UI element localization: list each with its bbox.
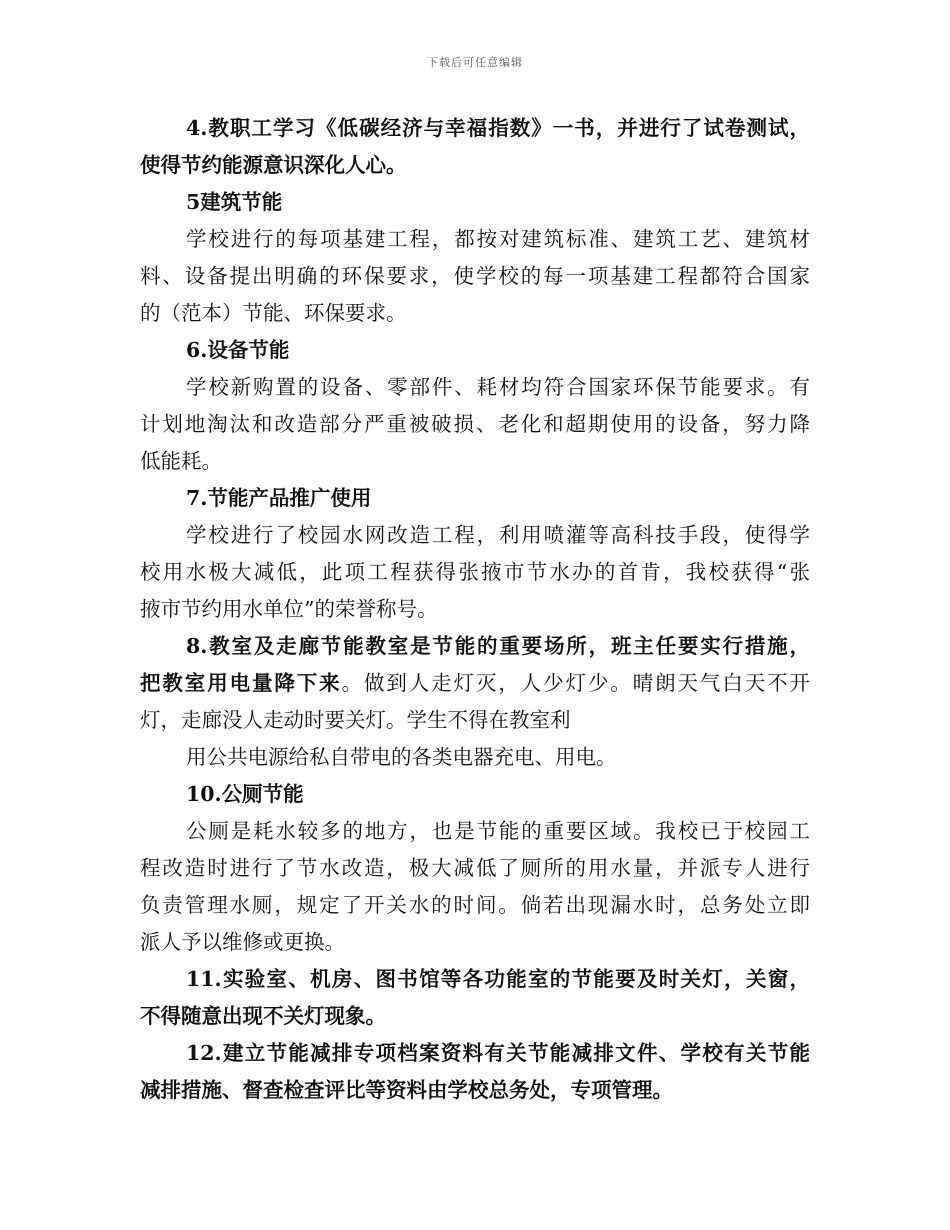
paragraph-line [140, 554, 810, 591]
heading-item-11-cont [140, 998, 810, 1035]
line-text: 。做到人走灯灭，人少灯少。晴朗天气白天不开 [341, 671, 811, 695]
heading-item-12 [140, 1035, 810, 1072]
heading-item-10 [140, 776, 810, 813]
paragraph-line [140, 406, 810, 443]
line-text: 学校进行的每项基建工程，都按对建筑标准、建筑工艺、建筑材 [186, 227, 810, 251]
paragraph-line [140, 369, 810, 406]
paragraph-line [140, 295, 810, 332]
heading-item-6 [140, 332, 810, 369]
line-text: 负责管理水厕，规定了开关水的时间。倘若出现漏水时，总务处立即 [140, 893, 810, 917]
paragraph-line [140, 258, 810, 295]
line-bold: 12.建立节能减排专项档案资料有关节能减排文件、学校有关节能 [186, 1041, 810, 1065]
page-header-note: 下载后可任意编辑 [427, 56, 523, 69]
heading-item-4 [140, 110, 810, 147]
line-text: 低能耗。 [140, 449, 222, 473]
line-text: 派人予以维修或更换。 [140, 930, 345, 954]
paragraph-line [140, 702, 810, 739]
line-text: 灯，走廊没人走动时要关灯。学生不得在教室利 [140, 708, 571, 732]
mixed-line [140, 665, 810, 702]
paragraph-line [140, 739, 810, 776]
paragraph-line [140, 924, 810, 961]
paragraph-line [140, 887, 810, 924]
line-text: 公厕是耗水较多的地方，也是节能的重要区域。我校已于校园工 [186, 819, 810, 843]
paragraph-line [140, 813, 810, 850]
line-text: 程改造时进行了节水改造，极大减低了厕所的用水量，并派专人进行 [140, 856, 810, 880]
heading-item-5 [140, 184, 810, 221]
document-body [140, 110, 810, 1109]
line-bold: 10.公厕节能 [186, 782, 304, 806]
paragraph-line [140, 591, 810, 628]
heading-item-7 [140, 480, 810, 517]
line-bold: 使得节约能源意识深化人心。 [140, 153, 407, 177]
heading-item-12-cont [140, 1072, 810, 1109]
line-bold: 不得随意出现不关灯现象。 [140, 1004, 386, 1028]
line-text: 料、设备提出明确的环保要求，使学校的每一项基建工程都符合国家 [140, 264, 810, 288]
paragraph-line [140, 221, 810, 258]
line-text: 的（范本）节能、环保要求。 [140, 301, 407, 325]
line-bold: 减排措施、督查检查评比等资料由学校总务处，专项管理。 [140, 1078, 673, 1102]
line-text: 学校进行了校园水网改造工程，利用喷灌等高科技手段，使得学 [186, 523, 810, 547]
line-bold: 把教室用电量降下来 [140, 671, 342, 695]
line-text: 学校新购置的设备、零部件、耗材均符合国家环保节能要求。有 [186, 375, 810, 399]
heading-item-11 [140, 961, 810, 998]
line-text: 掖市节约用水单位”的荣誉称号。 [140, 597, 438, 621]
paragraph-line [140, 517, 810, 554]
line-text: 校用水极大减低，此项工程获得张掖市节水办的首肯，我校获得“张 [140, 560, 810, 584]
line-bold: 8.教室及走廊节能教室是节能的重要场所，班主任要实行措施， [186, 634, 810, 658]
paragraph-line [140, 443, 810, 480]
line-bold: 5建筑节能 [186, 190, 283, 214]
heading-item-8 [140, 628, 810, 665]
line-bold: 4.教职工学习《低碳经济与幸福指数》一书，并进行了试卷测试， [186, 116, 810, 140]
heading-item-4-cont [140, 147, 810, 184]
line-text: 计划地淘汰和改造部分严重被破损、老化和超期使用的设备，努力降 [140, 412, 810, 436]
line-bold: 11.实验室、机房、图书馆等各功能室的节能要及时关灯，关窗， [186, 967, 810, 991]
line-bold: 7.节能产品推广使用 [186, 486, 372, 510]
line-bold: 6.设备节能 [186, 338, 290, 362]
paragraph-line [140, 850, 810, 887]
line-text: 用公共电源给私自带电的各类电器充电、用电。 [186, 745, 617, 769]
